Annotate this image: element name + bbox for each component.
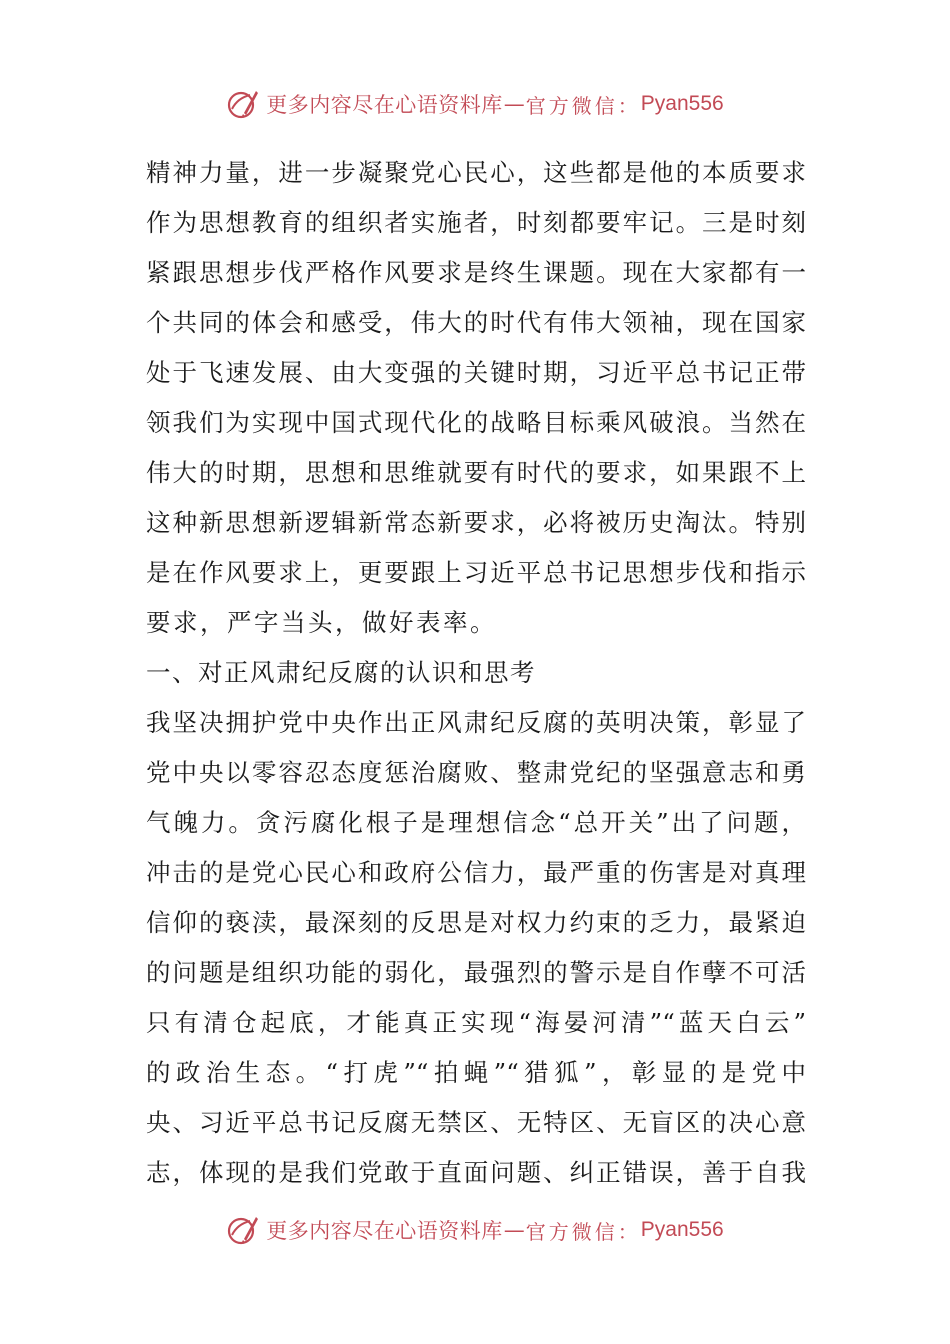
body-line: 只有清仓起底，才能真正实现“海晏河清”“蓝天白云”	[146, 1008, 806, 1037]
pen-circle-logo-icon	[226, 87, 260, 121]
body-line: 是在作风要求上，更要跟上习近平总书记思想步伐和指示	[146, 558, 806, 587]
body-line: 个共同的体会和感受，伟大的时代有伟大领袖，现在国家	[146, 308, 806, 337]
banner-site-text: 更多内容尽在心语资料库	[266, 93, 503, 117]
body-line: 我坚决拥护党中央作出正风肃纪反腐的英明决策，彰显了	[146, 708, 806, 737]
banner-wechat-label: 官方微信：	[525, 1219, 641, 1244]
body-line: 领我们为实现中国式现代化的战略目标乘风破浪。当然在	[146, 408, 806, 437]
body-line: 精神力量，进一步凝聚党心民心，这些都是他的本质要求	[146, 158, 806, 187]
body-line: 要求，严字当头，做好表率。	[146, 608, 497, 637]
body-line: 信仰的亵渎，最深刻的反思是对权力约束的乏力，最紧迫	[146, 908, 806, 937]
body-line: 的问题是组织功能的弱化，最强烈的警示是自作孽不可活	[146, 958, 806, 987]
section-heading: 一、对正风肃纪反腐的认识和思考	[146, 658, 536, 687]
body-line: 作为思想教育的组织者实施者，时刻都要牢记。三是时刻	[146, 208, 806, 237]
body-line: 伟大的时期，思想和思维就要有时代的要求，如果跟不上	[146, 458, 806, 487]
document-body	[146, 148, 806, 1198]
header-banner	[0, 84, 950, 124]
banner-wechat-id: Pyan556	[640, 92, 724, 115]
body-line: 紧跟思想步伐严格作风要求是终生课题。现在大家都有一	[146, 258, 806, 287]
body-line: 志，体现的是我们党敢于直面问题、纠正错误，善于自我	[146, 1158, 806, 1187]
body-line: 党中央以零容忍态度惩治腐败、整肃党纪的坚强意志和勇	[146, 758, 806, 787]
banner-separator: —	[503, 92, 525, 116]
pen-circle-logo-icon	[226, 1213, 260, 1247]
body-line: 冲击的是党心民心和政府公信力，最严重的伤害是对真理	[146, 858, 806, 887]
body-line: 央、习近平总书记反腐无禁区、无特区、无盲区的决心意	[146, 1108, 806, 1137]
banner-separator: —	[503, 1218, 525, 1242]
banner-wechat-id: Pyan556	[640, 1218, 724, 1241]
banner-wechat-label: 官方微信：	[525, 93, 641, 118]
footer-banner	[0, 1210, 950, 1250]
body-line: 这种新思想新逻辑新常态新要求，必将被历史淘汰。特别	[146, 508, 806, 537]
body-line: 气魄力。贪污腐化根子是理想信念“总开关”出了问题，	[146, 808, 806, 837]
body-line: 处于飞速发展、由大变强的关键时期，习近平总书记正带	[146, 358, 806, 387]
body-line: 的政治生态。“打虎”“拍蝇”“猎狐”，彰显的是党中	[146, 1058, 806, 1087]
banner-site-text: 更多内容尽在心语资料库	[266, 1219, 503, 1243]
